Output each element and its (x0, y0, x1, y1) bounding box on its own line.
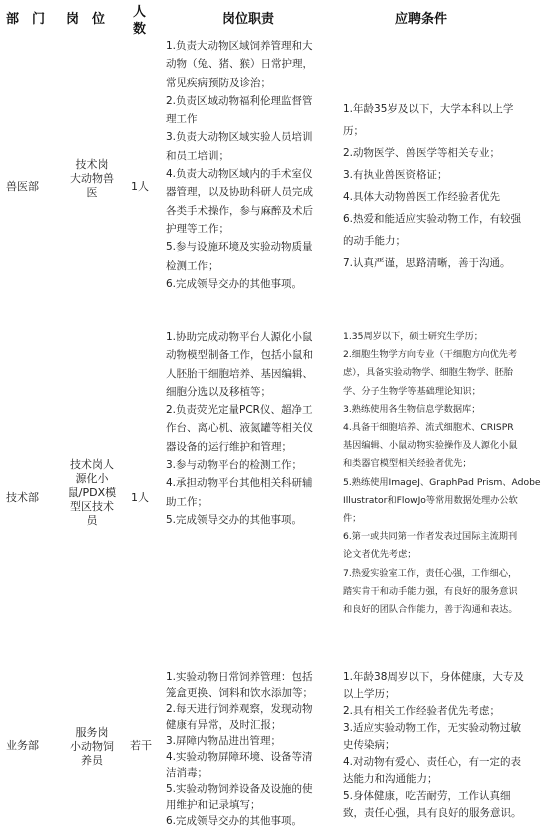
text-line: 服务岗 (75, 726, 109, 739)
row-dept: 兽医部 (6, 180, 39, 193)
text-line: 器管理，以及协助科研人员完成 (166, 186, 313, 199)
text-line: 员 (86, 514, 98, 527)
text-line: 3.负责大动物区域实验人员培训 (166, 131, 313, 144)
row-requirements (343, 98, 521, 274)
row-count: 1人 (131, 180, 149, 193)
text-line: 和类器官模型相关经验者优先； (343, 458, 472, 470)
table-header (0, 0, 553, 38)
text-line: 6.第一或共同第一作者发表过国际主流期刊 (343, 531, 518, 543)
text-line: 达能力和沟通能力； (343, 773, 438, 785)
text-line: 件； (343, 513, 362, 525)
header-requirements: 应聘条件 (395, 12, 448, 27)
row-dept: 技术部 (6, 491, 39, 504)
text-line: 2.负责荧光定量PCR仪、超净工 (166, 404, 313, 417)
text-line: 人胚胎干细胞培养、基因编辑、 (166, 367, 313, 380)
text-line: 4.负责大动物区域内的手术室仪 (166, 168, 313, 181)
header-count-line1: 人 (133, 5, 147, 20)
text-line: 4.实验动物屏障环境、设备等清 (166, 751, 313, 763)
text-line: 护理等工作； (166, 222, 229, 235)
row-position (58, 158, 126, 200)
text-line: 技术岗人 (70, 458, 114, 471)
text-line: 6.热爱和能适应实验动物工作，有较强 (343, 213, 522, 225)
text-line: 作台、离心机、液氮罐等相关仪 (166, 422, 313, 435)
text-line: 5.熟练使用ImageJ、GraphPad Prism、Adobe (343, 476, 541, 488)
text-line: 型区技术 (70, 500, 114, 513)
row-position (58, 726, 126, 768)
text-line: 3.熟练使用各生物信息学数据库； (343, 403, 481, 415)
header-position: 岗 位 (66, 12, 106, 27)
row-dept: 业务部 (6, 739, 39, 752)
text-line: 3.屏障内物品进出管理； (166, 735, 282, 747)
row-position (58, 458, 126, 528)
text-line: 和良好的团队合作能力，善于沟通和表达。 (343, 604, 518, 616)
text-line: 5.身体健康，吃苦耐劳，工作认真细 (343, 790, 511, 802)
text-line: 医 (86, 186, 98, 199)
header-duties: 岗位职责 (222, 12, 275, 27)
text-line: 2.具有相关工作经验者优先考虑； (343, 705, 501, 717)
text-line: 助工作； (166, 495, 208, 508)
text-line: 3.适应实验动物工作，无实验动物过敏 (343, 722, 522, 734)
text-line: 致，责任心强，具有良好的服务意识。 (343, 807, 522, 819)
text-line: 2.动物医学、兽医学等相关专业； (343, 147, 501, 159)
text-line: 6.完成领导交办的其他事项。 (166, 277, 303, 290)
row-count: 若干 (130, 739, 152, 752)
text-line: 5.参与设施环境及实验动物质量 (166, 241, 313, 254)
text-line: 1.负责大动物区域饲养管理和大 (166, 40, 313, 52)
text-line: 笼盒更换、饲料和饮水添加等； (166, 687, 313, 699)
text-line: 虑），具备实验动物学、细胞生物学、胚胎 (343, 367, 513, 379)
text-line: 6.完成领导交办的其他事项。 (166, 815, 303, 827)
text-line: 2.负责区域动物福利伦理监督管 (166, 94, 313, 107)
row-requirements (343, 328, 541, 619)
text-line: 理工作 (166, 113, 198, 126)
text-line: 踏实肯干和动手能力强，有良好的服务意识 (343, 585, 518, 597)
text-line: 7.热爱实验室工作，责任心强，工作细心， (343, 567, 518, 579)
text-line: 大动物兽 (70, 172, 114, 185)
text-line: 常见疾病预防及诊治； (166, 76, 271, 89)
text-line: 3.有执业兽医资格证； (343, 169, 448, 181)
text-line: 源化小 (75, 472, 109, 485)
text-line: 以上学历； (343, 688, 396, 700)
text-line: 动物（兔、猪、猴）日常护理， (166, 58, 313, 71)
row-duties (166, 37, 313, 293)
row-duties (166, 669, 313, 829)
text-line: 2.细胞生物学方向专业（干细胞方向优先考 (343, 349, 518, 361)
text-line: 1.协助完成动物平台人源化小鼠 (166, 331, 313, 343)
text-line: 1.年龄38周岁以下，身体健康，大专及 (343, 671, 524, 683)
text-line: 5.实验动物饲养设备及设施的使 (166, 783, 313, 795)
text-line: 洁消毒； (166, 767, 208, 779)
text-line: 的动手能力； (343, 235, 406, 247)
text-line: 4.对动物有爱心、责任心，有一定的表 (343, 756, 522, 768)
row-requirements (343, 669, 524, 822)
text-line: Illustrator和FlowJo等常用数据处理办公软 (343, 494, 518, 506)
text-line: 动物模型制备工作，包括小鼠和 (166, 349, 313, 362)
text-line: 鼠/PDX模 (67, 486, 117, 499)
text-line: 历； (343, 125, 364, 137)
text-line: 1.实验动物日常饲养管理：包括 (166, 671, 313, 683)
text-line: 1.年龄35岁及以下，大学本科以上学 (343, 103, 514, 115)
text-line: 健康有异常，及时汇报； (166, 719, 282, 731)
text-line: 小动物饲 (70, 740, 114, 753)
header-count-line2: 数 (133, 22, 147, 37)
text-line: 5.完成领导交办的其他事项。 (166, 513, 303, 526)
text-line: 基因编辑、小鼠动物实验操作及人源化小鼠 (343, 440, 518, 452)
text-line: 1.35周岁以下，硕士研究生学历； (343, 331, 483, 342)
header-dept: 部 门 (6, 12, 46, 27)
text-line: 各类手术操作，参与麻醉及术后 (166, 204, 313, 217)
text-line: 用维护和记录填写； (166, 799, 261, 811)
text-line: 技术岗 (75, 158, 109, 171)
text-line: 2.每天进行饲养观察，发现动物 (166, 703, 313, 715)
row-count: 1人 (131, 491, 149, 504)
text-line: 器设备的运行维护和管理； (166, 440, 292, 453)
text-line: 检测工作； (166, 259, 219, 272)
text-line: 4.承担动物平台其他相关科研辅 (166, 477, 313, 490)
text-line: 史传染病； (343, 739, 396, 751)
text-line: 和员工培训； (166, 149, 229, 162)
text-line: 细胞分选以及移植等； (166, 385, 271, 398)
text-line: 4.具体大动物兽医工作经验者优先 (343, 191, 501, 203)
text-line: 7.认真严谨，思路清晰，善于沟通。 (343, 257, 511, 269)
text-line: 学、分子生物学等基础理论知识； (343, 385, 481, 397)
text-line: 养员 (81, 754, 103, 767)
row-duties (166, 328, 313, 529)
text-line: 论文者优先考虑； (343, 549, 417, 561)
text-line: 4.具备干细胞培养、流式细胞术、CRISPR (343, 422, 514, 434)
text-line: 3.参与动物平台的检测工作； (166, 459, 303, 472)
